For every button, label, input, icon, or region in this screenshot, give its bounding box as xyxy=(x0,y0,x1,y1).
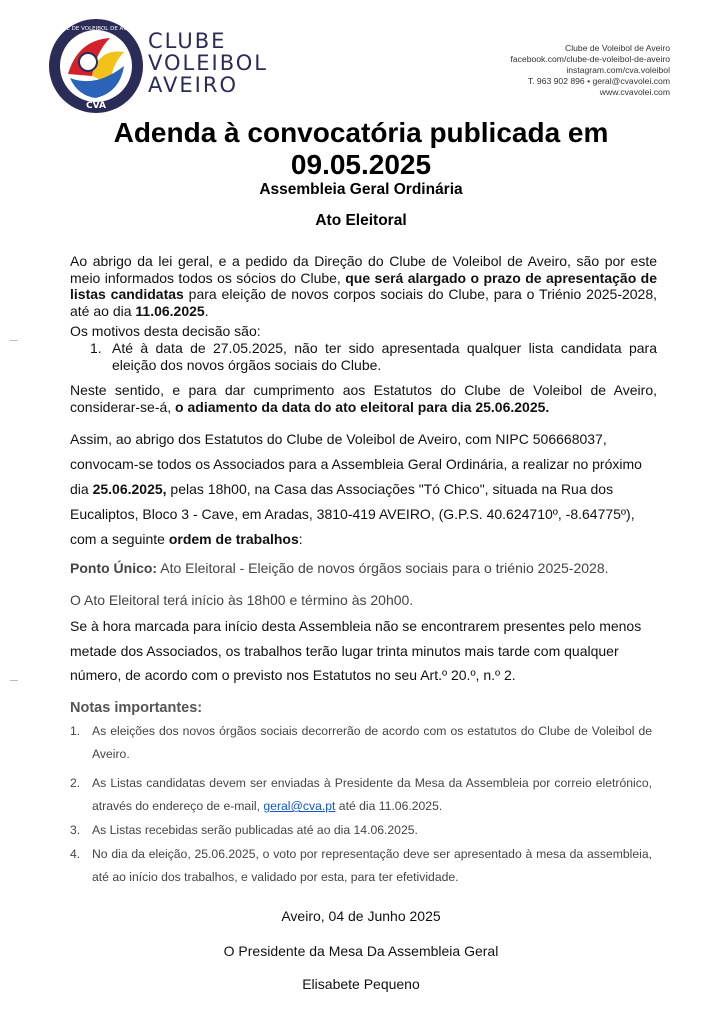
contact-phone-email: T. 963 902 896 • geral@cvavolei.com xyxy=(527,76,670,86)
logo-ring-text: CLUBE DE VOLEIBOL DE AVEIRO xyxy=(52,26,140,32)
inicio-termino: O Ato Eleitoral terá início às 18h00 e término às 20h00. xyxy=(70,592,414,608)
document-title: Adenda à convocatória publicada em xyxy=(113,117,609,148)
note-4: 4. No dia da eleição, 25.06.2025, o voto por representação deve ser apresentado à mesa da assembleia, até ao início dos trabalhos, e validado por esta, para ter efetividade. xyxy=(70,847,652,884)
logo-monogram: CVA xyxy=(86,101,106,111)
signature-name: Elisabete Pequeno xyxy=(302,976,420,992)
brand-line-1: CLUBE xyxy=(148,29,227,53)
motivos-heading: Os motivos desta decisão são: xyxy=(70,323,261,339)
paragraph-adiamento: Neste sentido, e para dar cumprimento aos Estatutos do Clube de Voleibol de Aveiro, considerar-se-á, o adiamento da data do ato eleitoral para dia 25.06.2025. xyxy=(70,382,657,415)
margin-mark xyxy=(10,340,18,341)
note-1: 1. As eleições dos novos órgãos sociais decorrerão de acordo com os estatutos do Clube de Voleibol de Aveiro. xyxy=(70,724,652,761)
email-link[interactable]: geral@cva.pt xyxy=(263,799,336,813)
brand-line-2: VOLEIBOL xyxy=(148,51,268,75)
document-subtitle: Assembleia Geral Ordinária xyxy=(259,181,463,198)
motivo-item: 1. Até à data de 27.05.2025, não ter sido apresentada qualquer lista candidata para eleição dos novos órgãos sociais do Clube. xyxy=(90,340,657,373)
contact-website[interactable]: www.cvavolei.com xyxy=(599,87,670,97)
notes-title: Notas importantes: xyxy=(70,700,203,716)
note-3: 3. As Listas recebidas serão publicadas até ao dia 14.06.2025. xyxy=(70,823,418,837)
paragraph-intro: Ao abrigo da lei geral, e a pedido da Direção do Clube de Voleibol de Aveiro, são por este meio informados todos os sócios do Clube, que será alargado o prazo de apresentação de listas candidatas para eleição de novos corpos sociais do Clube, para o Triénio 2025-2028, até ao dia 11.06.2025. xyxy=(70,253,658,319)
club-logo xyxy=(48,18,144,114)
signature-role: O Presidente da Mesa Da Assembleia Geral xyxy=(223,943,499,959)
document-subtitle-2: Ato Eleitoral xyxy=(315,212,407,229)
document-title-date: 09.05.2025 xyxy=(290,149,432,180)
place-date: Aveiro, 04 de Junho 2025 xyxy=(281,908,441,924)
ponto-unico: Ponto Único: Ato Eleitoral - Eleição de novos órgãos sociais para o triénio 2025-2028. xyxy=(70,560,609,576)
contact-facebook[interactable]: facebook.com/clube-de-voleibol-de-aveiro xyxy=(510,54,670,64)
brand-line-3: AVEIRO xyxy=(148,73,238,97)
paragraph-convocatoria: Assim, ao abrigo dos Estatutos do Clube de Voleibol de Aveiro, com NIPC 506668037, convocam-se todos os Associados para a Assembleia Geral Ordinária, a realizar no próximo dia 25.06.2025, pelas 18h00, na Casa das Associações "Tó Chico", situada na Rua dos Eucaliptos, Bloco 3 - Cave, em Aradas, 3810-419 AVEIRO, (G.P.S. 40.624710º, -8.64775º), com a seguinte ordem de trabalhos: xyxy=(70,431,642,547)
contact-name: Clube de Voleibol de Aveiro xyxy=(565,43,670,53)
note-2: 2. As Listas candidatas devem ser enviadas à Presidente da Mesa da Assembleia por correio eletrónico, através do endereço de e-mail, geral@cva.pt até dia 11.06.2025. xyxy=(70,776,652,813)
paragraph-quorum: Se à hora marcada para início desta Assembleia não se encontrarem presentes pelo menos metade dos Associados, os trabalhos terão lugar trinta minutos mais tarde com qualquer número, de acordo com o previsto nos Estatutos no seu Art.º 20.º, n.º 2. xyxy=(70,618,642,683)
contact-instagram[interactable]: instagram.com/cva.voleibol xyxy=(566,65,670,75)
margin-mark xyxy=(10,680,18,681)
